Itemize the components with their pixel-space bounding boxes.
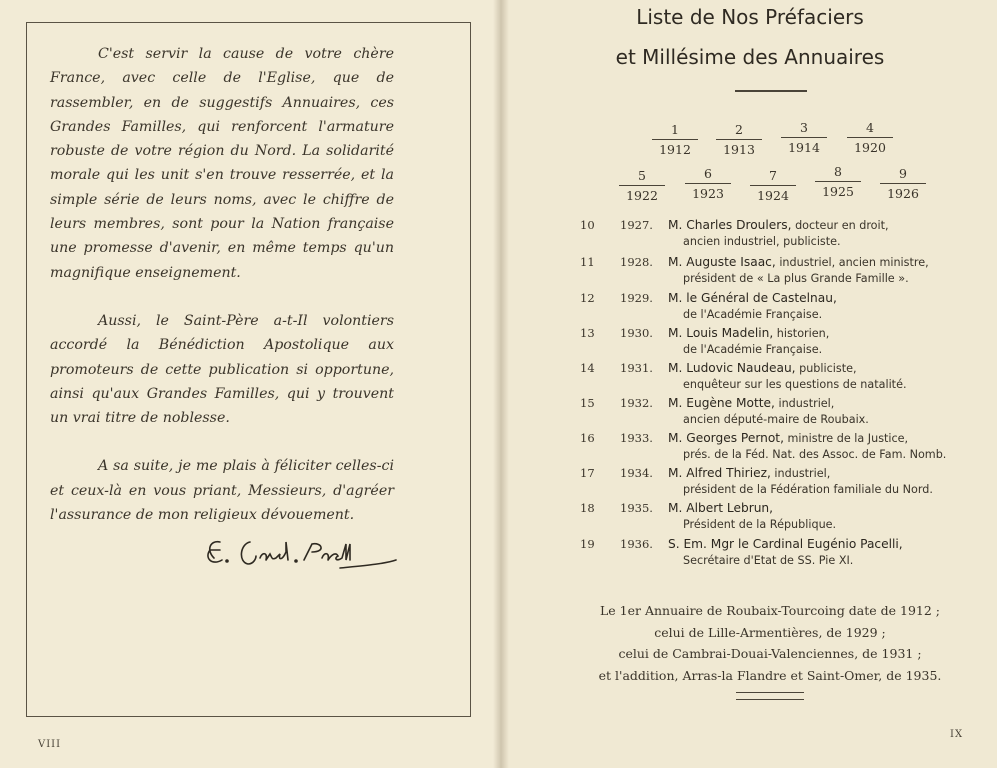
fraction-8: 8 1925 <box>815 163 861 201</box>
letter-paragraph-1: C'est servir la cause de votre chère France, avec celle de l'Eglise, que de rassembler, en de suggestifs Annuaires, ces Grandes Familles, qui renforcent l'armature robuste de votre région du Nord. La solidarité morale qui les unit s'en trouve resserrée, et la simple série de leurs noms, avec le chiffre de leurs membres, sont pour la Nation française une promesse d'avenir, en même temps qu'un magnifique enseignement. <box>50 46 394 281</box>
title-rule <box>735 90 807 92</box>
fraction-2: 2 1913 <box>716 121 762 159</box>
fraction-7: 7 1924 <box>750 167 796 205</box>
closing-double-rule <box>736 692 804 700</box>
fraction-9: 9 1926 <box>880 165 926 203</box>
book-gutter <box>493 0 509 768</box>
fraction-5: 5 1922 <box>619 167 665 205</box>
folio-right: IX <box>950 729 964 740</box>
fraction-1: 1 1912 <box>652 121 698 159</box>
fraction-3: 3 1914 <box>781 119 827 157</box>
letter-text <box>50 42 394 551</box>
fraction-6: 6 1923 <box>685 165 731 203</box>
letter-paragraph-3: A sa suite, je me plais à féliciter celles-ci et ceux-là en vous priant, Messieurs, d'agréer l'assurance de mon religieux dévouement. <box>50 458 394 524</box>
folio-left: VIII <box>38 739 62 750</box>
note-line-4: et l'addition, Arras-la Flandre et Saint-Omer, de 1935. <box>598 667 942 683</box>
fraction-4: 4 1920 <box>847 119 893 157</box>
handwritten-signature <box>200 528 400 578</box>
page-subtitle: et Millésime des Annuaires <box>615 45 885 69</box>
annuaire-dates-note <box>560 600 980 686</box>
page-title: Liste de Nos Préfaciers <box>636 5 864 29</box>
letter-paragraph-2: Aussi, le Saint-Père a-t-Il volontiers accordé la Bénédiction Apostolique aux promoteurs de cette publication si opportune, ainsi qu'aux Grandes Familles, qui y trouvent un vrai titre de noblesse. <box>50 312 394 427</box>
note-line-1: Le 1er Annuaire de Roubaix-Tourcoing date de 1912 ; <box>599 603 941 618</box>
note-line-2: celui de Lille-Armentières, de 1929 ; <box>654 624 886 640</box>
note-line-3: celui de Cambrai-Douai-Valenciennes, de 1931 ; <box>618 646 922 661</box>
